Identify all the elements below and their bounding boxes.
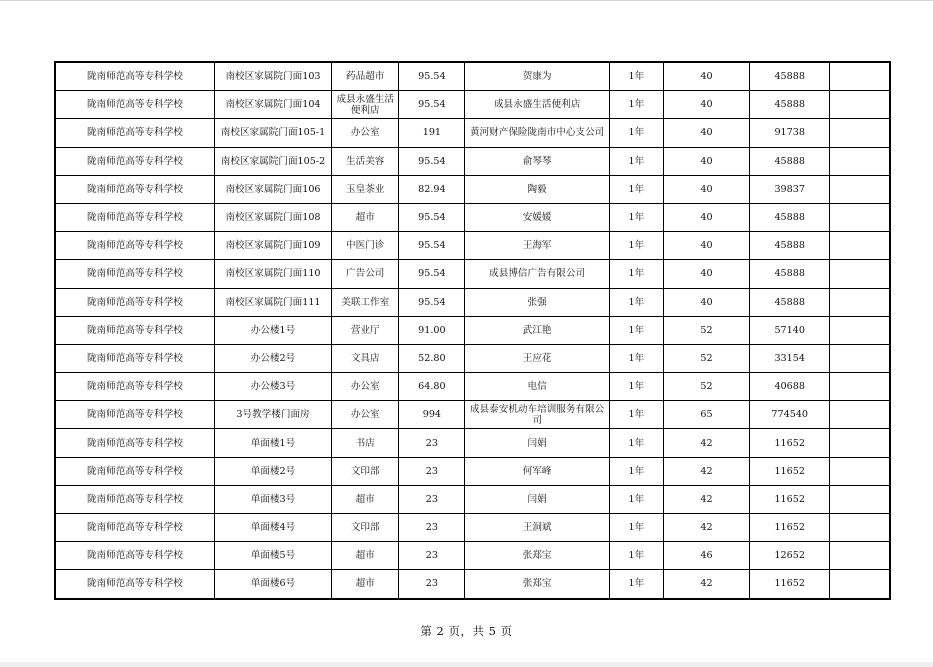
note-cell: [830, 542, 890, 570]
usage-cell: 文印部: [332, 514, 399, 542]
lease-table: [54, 61, 891, 600]
page-number: 第 2 页，共 5 页: [420, 624, 513, 638]
total-cell: 45888: [750, 203, 830, 231]
school-cell: 陇南师范高等专科学校: [55, 147, 214, 175]
table-row: [55, 62, 890, 91]
term-cell: 1年: [609, 514, 663, 542]
school-cell: 陇南师范高等专科学校: [55, 514, 214, 542]
usage-cell: 超市: [332, 203, 399, 231]
price-cell: 40: [663, 62, 749, 91]
usage-cell: 书店: [332, 429, 399, 457]
total-cell: 39837: [750, 175, 830, 203]
total-cell: 11652: [750, 485, 830, 513]
price-cell: 52: [663, 316, 749, 344]
price-cell: 52: [663, 344, 749, 372]
total-cell: 45888: [750, 232, 830, 260]
price-cell: 40: [663, 147, 749, 175]
note-cell: [830, 457, 890, 485]
school-cell: 陇南师范高等专科学校: [55, 429, 214, 457]
tenant-cell: 贺康为: [465, 62, 609, 91]
area-cell: 23: [399, 514, 465, 542]
usage-cell: 超市: [332, 542, 399, 570]
tenant-cell: 成县泰安机动车培训服务有限公司: [465, 401, 609, 429]
school-cell: 陇南师范高等专科学校: [55, 62, 214, 91]
area-cell: 23: [399, 457, 465, 485]
table-row: [55, 457, 890, 485]
area-cell: 91.00: [399, 316, 465, 344]
top-border-line: [0, 0, 933, 1]
tenant-cell: 王洞斌: [465, 514, 609, 542]
area-cell: 95.54: [399, 147, 465, 175]
term-cell: 1年: [609, 119, 663, 147]
total-cell: 45888: [750, 62, 830, 91]
tenant-cell: 张郑宝: [465, 542, 609, 570]
total-cell: 45888: [750, 91, 830, 119]
table-row: [55, 570, 890, 599]
table-row: [55, 373, 890, 401]
tenant-cell: 张强: [465, 288, 609, 316]
school-cell: 陇南师范高等专科学校: [55, 175, 214, 203]
usage-cell: 成县永盛生活便利店: [332, 91, 399, 119]
price-cell: 40: [663, 288, 749, 316]
area-cell: 23: [399, 429, 465, 457]
location-cell: 南校区家属院门面104: [214, 91, 331, 119]
school-cell: 陇南师范高等专科学校: [55, 232, 214, 260]
price-cell: 40: [663, 119, 749, 147]
total-cell: 11652: [750, 457, 830, 485]
school-cell: 陇南师范高等专科学校: [55, 570, 214, 599]
term-cell: 1年: [609, 373, 663, 401]
tenant-cell: 成县永盛生活便利店: [465, 91, 609, 119]
price-cell: 40: [663, 91, 749, 119]
term-cell: 1年: [609, 401, 663, 429]
note-cell: [830, 232, 890, 260]
price-cell: 46: [663, 542, 749, 570]
tenant-cell: 闫娟: [465, 485, 609, 513]
price-cell: 65: [663, 401, 749, 429]
table-row: [55, 485, 890, 513]
area-cell: 95.54: [399, 62, 465, 91]
total-cell: 45888: [750, 288, 830, 316]
usage-cell: 药品超市: [332, 62, 399, 91]
school-cell: 陇南师范高等专科学校: [55, 401, 214, 429]
term-cell: 1年: [609, 147, 663, 175]
location-cell: 南校区家属院门面103: [214, 62, 331, 91]
area-cell: 191: [399, 119, 465, 147]
total-cell: 45888: [750, 260, 830, 288]
school-cell: 陇南师范高等专科学校: [55, 119, 214, 147]
area-cell: 95.54: [399, 260, 465, 288]
note-cell: [830, 429, 890, 457]
table-row: [55, 147, 890, 175]
tenant-cell: 闫娟: [465, 429, 609, 457]
location-cell: 单面楼1号: [214, 429, 331, 457]
total-cell: 11652: [750, 570, 830, 599]
area-cell: 64.80: [399, 373, 465, 401]
price-cell: 42: [663, 514, 749, 542]
note-cell: [830, 316, 890, 344]
tenant-cell: 电信: [465, 373, 609, 401]
usage-cell: 中医门诊: [332, 232, 399, 260]
school-cell: 陇南师范高等专科学校: [55, 203, 214, 231]
tenant-cell: 何军峰: [465, 457, 609, 485]
note-cell: [830, 260, 890, 288]
area-cell: 52.80: [399, 344, 465, 372]
total-cell: 57140: [750, 316, 830, 344]
area-cell: 82.94: [399, 175, 465, 203]
location-cell: 单面楼6号: [214, 570, 331, 599]
area-cell: 23: [399, 542, 465, 570]
price-cell: 40: [663, 175, 749, 203]
term-cell: 1年: [609, 203, 663, 231]
location-cell: 办公楼2号: [214, 344, 331, 372]
location-cell: 单面楼5号: [214, 542, 331, 570]
total-cell: 33154: [750, 344, 830, 372]
school-cell: 陇南师范高等专科学校: [55, 542, 214, 570]
usage-cell: 营业厅: [332, 316, 399, 344]
note-cell: [830, 203, 890, 231]
school-cell: 陇南师范高等专科学校: [55, 457, 214, 485]
term-cell: 1年: [609, 485, 663, 513]
school-cell: 陇南师范高等专科学校: [55, 316, 214, 344]
location-cell: 南校区家属院门面109: [214, 232, 331, 260]
school-cell: 陇南师范高等专科学校: [55, 373, 214, 401]
area-cell: 994: [399, 401, 465, 429]
table-row: [55, 514, 890, 542]
usage-cell: 玉皇茶业: [332, 175, 399, 203]
usage-cell: 生活美容: [332, 147, 399, 175]
table-row: [55, 542, 890, 570]
note-cell: [830, 175, 890, 203]
location-cell: 办公楼3号: [214, 373, 331, 401]
location-cell: 单面楼2号: [214, 457, 331, 485]
total-cell: 45888: [750, 147, 830, 175]
usage-cell: 文具店: [332, 344, 399, 372]
price-cell: 42: [663, 485, 749, 513]
tenant-cell: 陶毅: [465, 175, 609, 203]
school-cell: 陇南师范高等专科学校: [55, 260, 214, 288]
term-cell: 1年: [609, 542, 663, 570]
location-cell: 单面楼3号: [214, 485, 331, 513]
total-cell: 40688: [750, 373, 830, 401]
tenant-cell: 俞琴琴: [465, 147, 609, 175]
usage-cell: 办公室: [332, 401, 399, 429]
tenant-cell: 王海军: [465, 232, 609, 260]
table-row: [55, 260, 890, 288]
total-cell: 91738: [750, 119, 830, 147]
location-cell: 办公楼1号: [214, 316, 331, 344]
location-cell: 南校区家属院门面110: [214, 260, 331, 288]
table-row: [55, 203, 890, 231]
school-cell: 陇南师范高等专科学校: [55, 288, 214, 316]
price-cell: 42: [663, 457, 749, 485]
area-cell: 95.54: [399, 203, 465, 231]
total-cell: 11652: [750, 514, 830, 542]
lease-table-body: [55, 62, 890, 599]
total-cell: 774540: [750, 401, 830, 429]
area-cell: 23: [399, 485, 465, 513]
table-row: [55, 91, 890, 119]
note-cell: [830, 570, 890, 599]
term-cell: 1年: [609, 288, 663, 316]
location-cell: 南校区家属院门面106: [214, 175, 331, 203]
table-row: [55, 288, 890, 316]
note-cell: [830, 485, 890, 513]
note-cell: [830, 514, 890, 542]
school-cell: 陇南师范高等专科学校: [55, 91, 214, 119]
term-cell: 1年: [609, 91, 663, 119]
usage-cell: 美联工作室: [332, 288, 399, 316]
price-cell: 40: [663, 203, 749, 231]
school-cell: 陇南师范高等专科学校: [55, 344, 214, 372]
note-cell: [830, 373, 890, 401]
usage-cell: 文印部: [332, 457, 399, 485]
note-cell: [830, 91, 890, 119]
tenant-cell: 成县博信广告有限公司: [465, 260, 609, 288]
term-cell: 1年: [609, 344, 663, 372]
table-row: [55, 316, 890, 344]
note-cell: [830, 119, 890, 147]
note-cell: [830, 147, 890, 175]
tenant-cell: 武江艳: [465, 316, 609, 344]
usage-cell: 超市: [332, 485, 399, 513]
term-cell: 1年: [609, 62, 663, 91]
tenant-cell: 安媛媛: [465, 203, 609, 231]
area-cell: 95.54: [399, 288, 465, 316]
location-cell: 南校区家属院门面105-1: [214, 119, 331, 147]
total-cell: 12652: [750, 542, 830, 570]
table-row: [55, 175, 890, 203]
page-bottom-edge: [0, 662, 933, 667]
price-cell: 42: [663, 570, 749, 599]
note-cell: [830, 401, 890, 429]
usage-cell: 办公室: [332, 373, 399, 401]
table-row: [55, 119, 890, 147]
tenant-cell: 黄河财产保险陇南市中心支公司: [465, 119, 609, 147]
usage-cell: 办公室: [332, 119, 399, 147]
area-cell: 95.54: [399, 91, 465, 119]
usage-cell: 超市: [332, 570, 399, 599]
term-cell: 1年: [609, 260, 663, 288]
term-cell: 1年: [609, 316, 663, 344]
tenant-cell: 王应花: [465, 344, 609, 372]
location-cell: 3号教学楼门面房: [214, 401, 331, 429]
table-row: [55, 232, 890, 260]
note-cell: [830, 62, 890, 91]
price-cell: 52: [663, 373, 749, 401]
usage-cell: 广告公司: [332, 260, 399, 288]
location-cell: 南校区家属院门面108: [214, 203, 331, 231]
term-cell: 1年: [609, 175, 663, 203]
table-row: [55, 344, 890, 372]
term-cell: 1年: [609, 570, 663, 599]
table-row: [55, 429, 890, 457]
location-cell: 南校区家属院门面105-2: [214, 147, 331, 175]
school-cell: 陇南师范高等专科学校: [55, 485, 214, 513]
table-row: [55, 401, 890, 429]
note-cell: [830, 288, 890, 316]
location-cell: 南校区家属院门面111: [214, 288, 331, 316]
area-cell: 95.54: [399, 232, 465, 260]
price-cell: 40: [663, 260, 749, 288]
price-cell: 40: [663, 232, 749, 260]
area-cell: 23: [399, 570, 465, 599]
term-cell: 1年: [609, 457, 663, 485]
location-cell: 单面楼4号: [214, 514, 331, 542]
tenant-cell: 张郑宝: [465, 570, 609, 599]
price-cell: 42: [663, 429, 749, 457]
note-cell: [830, 344, 890, 372]
term-cell: 1年: [609, 232, 663, 260]
term-cell: 1年: [609, 429, 663, 457]
total-cell: 11652: [750, 429, 830, 457]
